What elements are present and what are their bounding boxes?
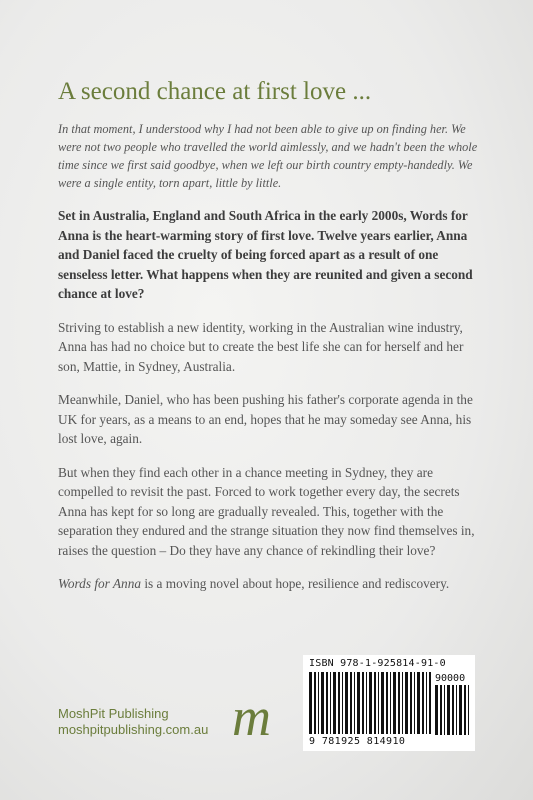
closing-text: is a moving novel about hope, resilience and rediscovery. <box>141 576 450 591</box>
headline: A second chance at first love ... <box>58 78 372 105</box>
price-code: 90000 <box>435 673 466 684</box>
summary-paragraph: Set in Australia, England and South Africa in the early 2000s, Words for Anna is the heart-warming story of first love. Twelve years earlier, Anna and Daniel faced the cruelty of being forced apart as a result of one senseless letter. What happens when they are reunited and given a second chance at love? <box>58 208 473 301</box>
body-paragraph-1: Striving to establish a new identity, working in the Australian wine industry, Anna has had no choice but to create the best life she can for herself and her son, Mattie, in Sydney, Australia. <box>58 319 464 374</box>
addon-barcode-bars-icon <box>435 685 469 735</box>
barcode-bars-icon <box>309 672 431 734</box>
isbn-label: ISBN 978-1-925814-91-0 <box>309 658 446 669</box>
publisher-website: moshpitpublishing.com.au <box>58 722 209 737</box>
closing-paragraph <box>58 574 478 594</box>
publisher-info <box>58 706 208 738</box>
publisher-name: MoshPit Publishing <box>58 706 169 721</box>
excerpt-quote: In that moment, I understood why I had not been able to give up on finding her. We were not two people who travelled the world aimlessly, and we hadn't been the whole time since we first said goodbye, when we left our birth country empty-handedly. We were a single entity, torn apart, little by little. <box>58 122 478 190</box>
body-paragraph-3: But when they find each other in a chance meeting in Sydney, they are compelled to revisit the past. Forced to work together every day, the secrets Anna has kept for so long are gradually revealed. This, together with the separation they endured and the strange situation they now find themselves in, raises the question – Do they have any chance of rekindling their love? <box>58 464 475 558</box>
publisher-logo: m <box>232 687 271 747</box>
ean-digits: 9 781925 814910 <box>309 736 406 747</box>
back-cover-text <box>58 120 478 608</box>
isbn-barcode <box>303 655 475 751</box>
book-title: Words for Anna <box>58 576 142 591</box>
body-paragraph-2: Meanwhile, Daniel, who has been pushing his father's corporate agenda in the UK for years, as a means to an end, hopes that he may someday see Anna, his lost love, again. <box>58 392 473 446</box>
